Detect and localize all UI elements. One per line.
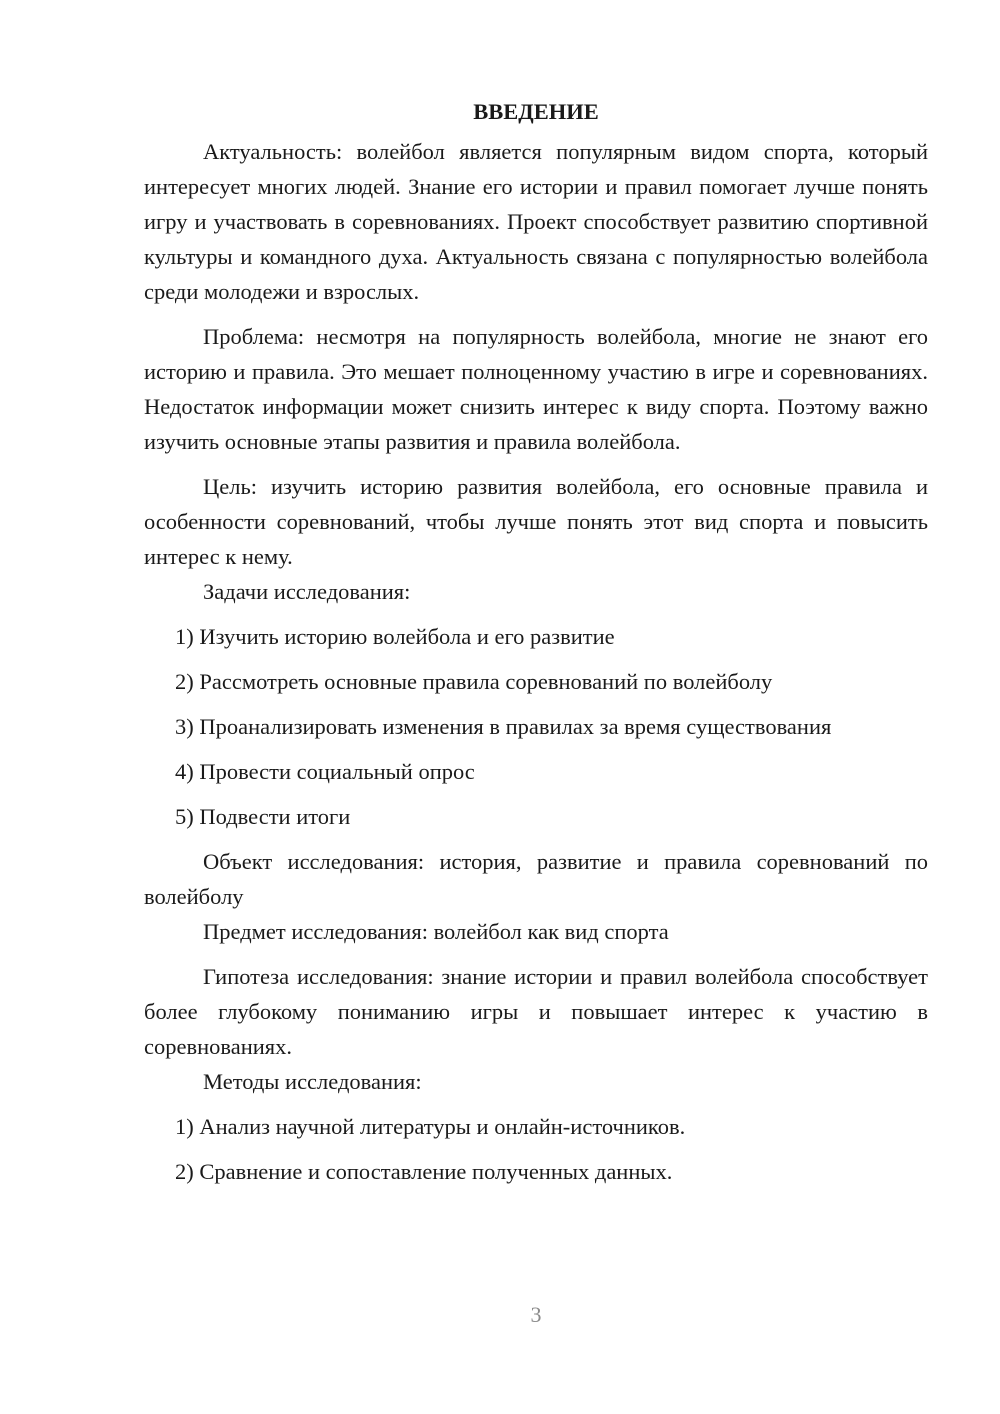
task-item-1: 1) Изучить историю волейбола и его развитие — [175, 624, 615, 649]
tasks-heading: Задачи исследования: — [203, 579, 411, 604]
task-item-4: 4) Провести социальный опрос — [175, 759, 475, 784]
method-item-2: 2) Сравнение и сопоставление полученных данных. — [175, 1159, 673, 1184]
task-item-5: 5) Подвести итоги — [175, 804, 351, 829]
hypothesis-paragraph: Гипотеза исследования: знание истории и правил волейбола способствует более глубокому пониманию игры и повышает интерес к участию в соревнованиях. — [144, 964, 928, 1059]
methods-heading: Методы исследования: — [203, 1069, 422, 1094]
problem-paragraph: Проблема: несмотря на популярность волейбола, многие не знают его историю и правила. Это мешает полноценному участию в игре и соревнованиях. Недостаток информации может снизить интерес к виду спорта. Поэтому важно изучить основные этапы развития и правила волейбола. — [144, 324, 928, 454]
methods-list — [144, 1109, 928, 1189]
subject-paragraph: Предмет исследования: волейбол как вид спорта — [203, 919, 669, 944]
object-paragraph: Объект исследования: история, развитие и правила соревнований по волейболу — [144, 849, 928, 909]
tasks-list — [144, 619, 928, 834]
page-content — [144, 94, 928, 1189]
section-title: ВВЕДЕНИЕ — [473, 99, 599, 124]
page-number: 3 — [530, 1302, 542, 1327]
task-item-3: 3) Проанализировать изменения в правилах за время существования — [175, 714, 832, 739]
relevance-paragraph: Актуальность: волейбол является популярным видом спорта, который интересует многих людей. Знание его истории и правил помогает лучше понять игру и участвовать в соревнованиях. Проект способствует развитию спортивной культуры и командного духа. Актуальность связана с популярностью волейбола среди молодежи и взрослых. — [144, 139, 928, 304]
goal-paragraph: Цель: изучить историю развития волейбола, его основные правила и особенности соревнований, чтобы лучше понять этот вид спорта и повысить интерес к нему. — [144, 474, 928, 569]
task-item-2: 2) Рассмотреть основные правила соревнований по волейболу — [175, 669, 773, 694]
method-item-1: 1) Анализ научной литературы и онлайн-источников. — [175, 1114, 686, 1139]
